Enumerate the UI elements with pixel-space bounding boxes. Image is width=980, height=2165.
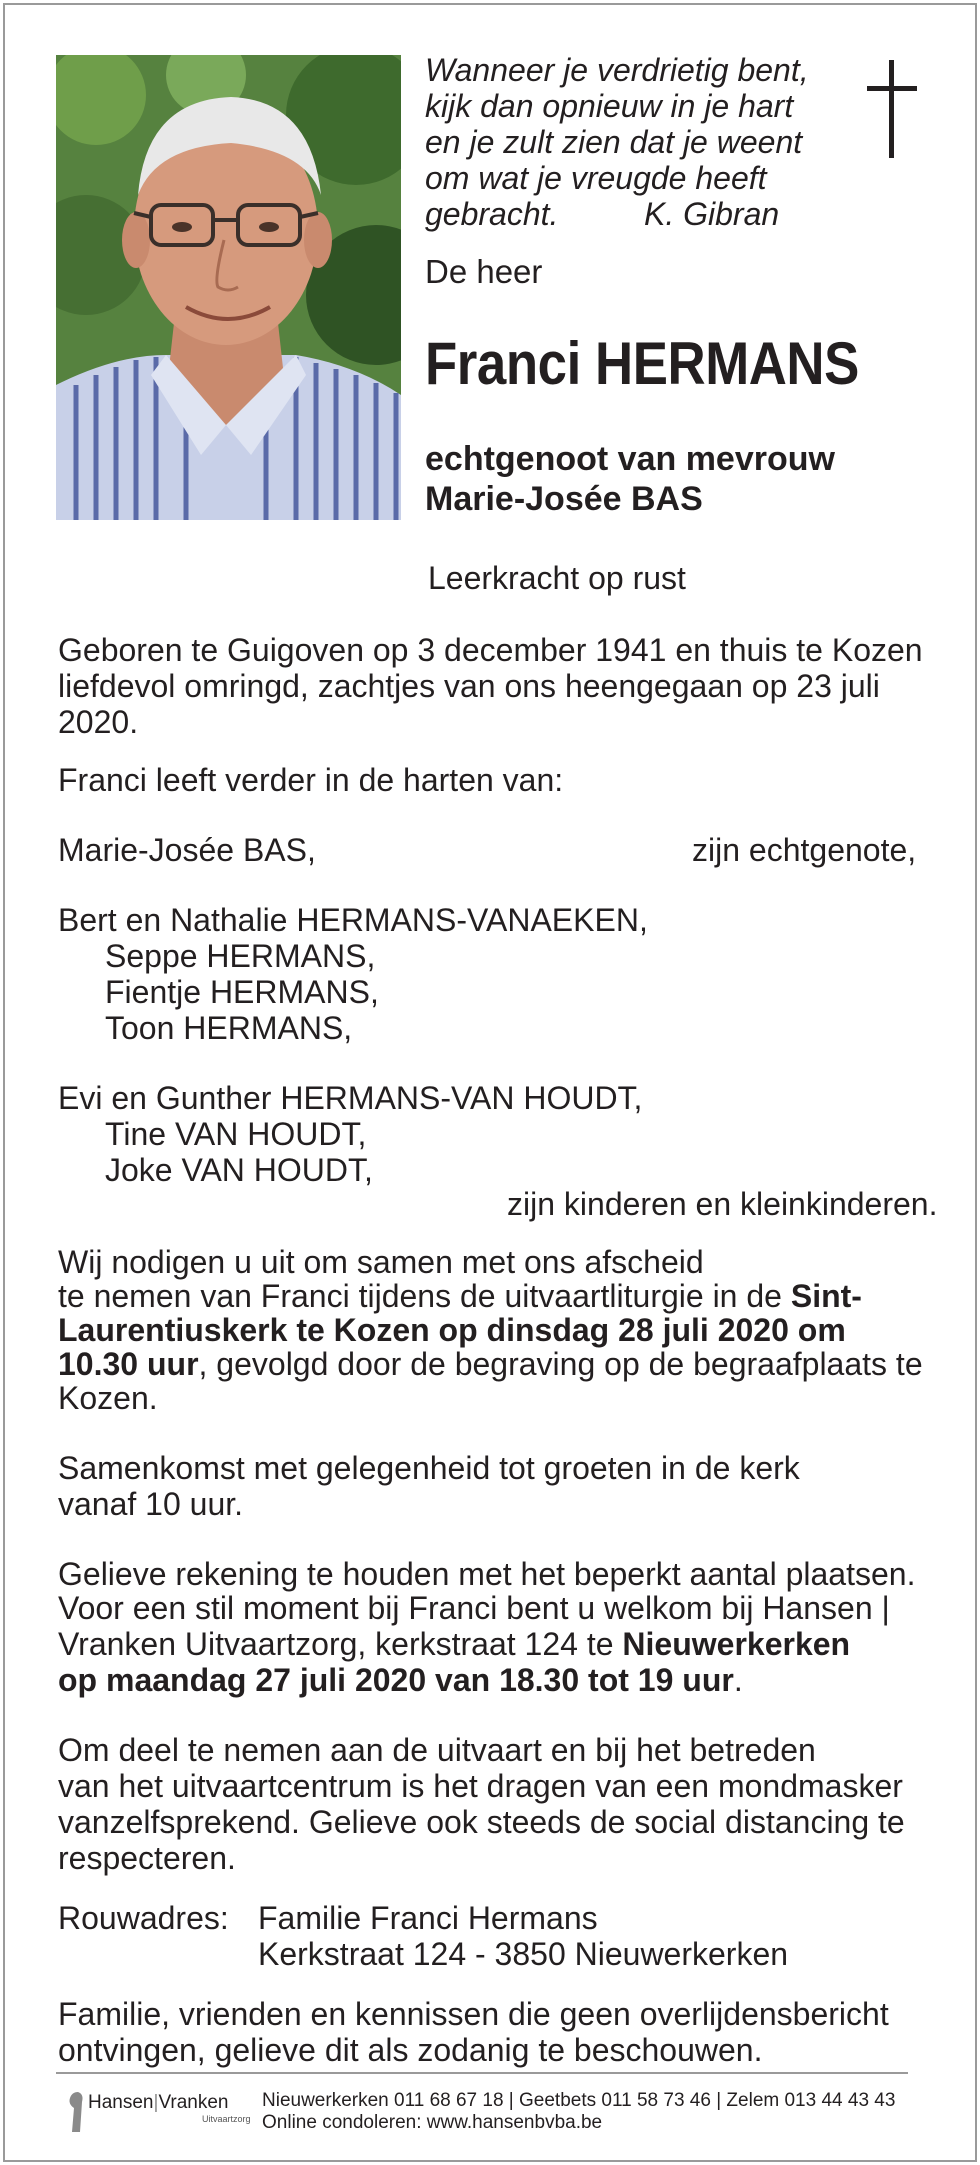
- logo-text: Hansen|Vranken: [88, 2092, 229, 2113]
- gathering-line-2: vanaf 10 uur.: [58, 1486, 244, 1522]
- spouse-line-2: Marie-Josée BAS: [425, 480, 703, 518]
- quote-line-2: kijk dan opnieuw in je hart: [425, 88, 794, 124]
- family1-child-3: Toon HERMANS,: [105, 1010, 353, 1046]
- deceased-name: Franci HERMANS: [425, 330, 859, 397]
- occupation: Leerkracht op rust: [428, 560, 686, 596]
- closing-line-1: Familie, vrienden en kennissen die geen overlijdensbericht: [58, 1996, 889, 2032]
- survivors-intro: Franci leeft verder in de harten van:: [58, 762, 564, 798]
- figure-icon: [62, 2088, 88, 2134]
- family2-child-1: Tine VAN HOUDT,: [105, 1116, 367, 1152]
- safety-line-1: Om deel te nemen aan de uitvaart en bij het betreden: [58, 1732, 816, 1768]
- visit-line-1: Gelieve rekening te houden met het beperkt aantal plaatsen.: [58, 1556, 916, 1592]
- invitation-line-5: Kozen.: [58, 1380, 158, 1416]
- footer-phones: Nieuwerkerken 011 68 67 18 | Geetbets 011 58 73 46 | Zelem 013 44 43 43: [262, 2090, 896, 2111]
- birth-line-2: liefdevol omringd, zachtjes van ons heengegaan op 23 juli: [58, 668, 880, 704]
- family1-parent: Bert en Nathalie HERMANS-VANAEKEN,: [58, 902, 648, 938]
- portrait-illustration: [56, 55, 401, 520]
- funeral-home-logo: [62, 2088, 252, 2134]
- address-line-2: Kerkstraat 124 - 3850 Nieuwerkerken: [258, 1936, 789, 1972]
- family1-child-2: Fientje HERMANS,: [105, 974, 379, 1010]
- spouse-entry-name: Marie-Josée BAS,: [58, 832, 316, 868]
- quote-line-5: gebracht.: [425, 196, 559, 232]
- portrait-photo: [56, 55, 401, 520]
- safety-line-4: respecteren.: [58, 1840, 236, 1876]
- address-label: Rouwadres:: [58, 1900, 229, 1936]
- birth-line-1: Geboren te Guigoven op 3 december 1941 en thuis te Kozen: [58, 632, 923, 668]
- honorific: De heer: [425, 253, 543, 290]
- safety-line-2: van het uitvaartcentrum is het dragen van een mondmasker: [58, 1768, 903, 1804]
- invitation-line-1: Wij nodigen u uit om samen met ons afscheid: [58, 1244, 704, 1280]
- spouse-entry-relation: zijn echtgenote,: [692, 832, 917, 868]
- family2-parent: Evi en Gunther HERMANS-VAN HOUDT,: [58, 1080, 643, 1116]
- visit-line-3: Vranken Uitvaartzorg, kerkstraat 124 te Nieuwerkerken: [58, 1626, 851, 1662]
- invitation-line-3: Laurentiuskerk te Kozen op dinsdag 28 juli 2020 om: [58, 1312, 846, 1348]
- footer-divider: [56, 2072, 908, 2074]
- gathering-line-1: Samenkomst met gelegenheid tot groeten in de kerk: [58, 1450, 800, 1486]
- closing-line-2: ontvingen, gelieve dit als zodanig te beschouwen.: [58, 2032, 763, 2068]
- footer-website: Online condoleren: www.hansenbvba.be: [262, 2112, 603, 2133]
- visit-line-4: op maandag 27 juli 2020 van 18.30 tot 19 uur.: [58, 1662, 743, 1698]
- spouse-line-1: echtgenoot van mevrouw: [425, 440, 835, 478]
- invitation-line-4: 10.30 uur, gevolgd door de begraving op de begraafplaats te: [58, 1346, 923, 1382]
- invitation-line-2: te nemen van Franci tijdens de uitvaartliturgie in de Sint-: [58, 1278, 862, 1314]
- quote-author: K. Gibran: [644, 196, 780, 232]
- latin-cross-icon: [862, 60, 922, 160]
- family2-child-2: Joke VAN HOUDT,: [105, 1152, 373, 1188]
- visit-line-2: Voor een stil moment bij Franci bent u welkom bij Hansen |: [58, 1590, 890, 1626]
- logo-subtitle: Uitvaartzorg: [202, 2114, 251, 2124]
- quote-line-3: en je zult zien dat je weent: [425, 124, 803, 160]
- children-relation: zijn kinderen en kleinkinderen.: [507, 1186, 938, 1222]
- birth-line-3: 2020.: [58, 704, 139, 740]
- quote-line-4: om wat je vreugde heeft: [425, 160, 767, 196]
- quote-line-1: Wanneer je verdrietig bent,: [425, 52, 809, 88]
- safety-line-3: vanzelfsprekend. Gelieve ook steeds de social distancing te: [58, 1804, 905, 1840]
- address-line-1: Familie Franci Hermans: [258, 1900, 598, 1936]
- family1-child-1: Seppe HERMANS,: [105, 938, 376, 974]
